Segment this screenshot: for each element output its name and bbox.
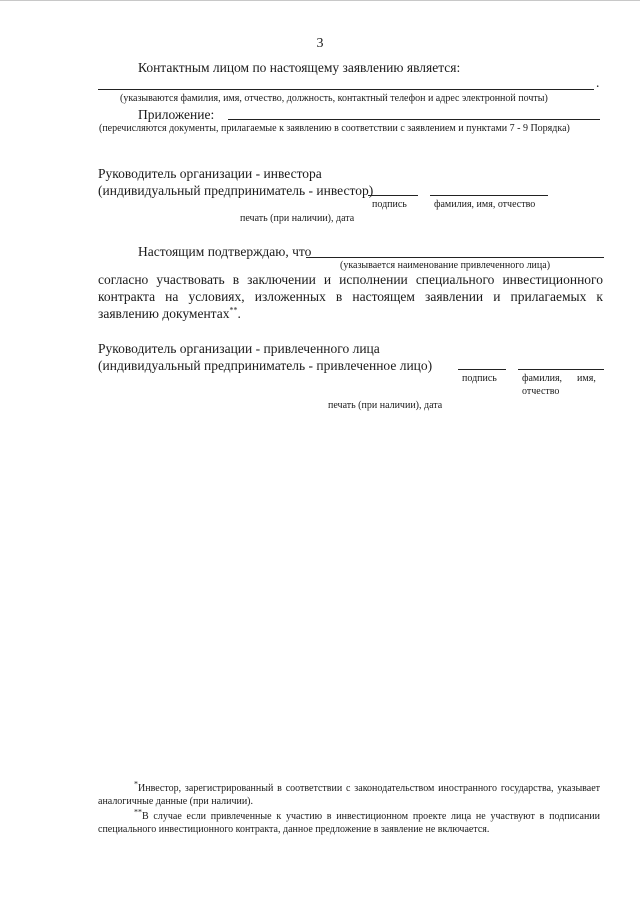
confirmation-body: [98, 271, 603, 322]
footnote-1: [98, 779, 600, 808]
footnote-2-text: В случае если привлеченные к участию в инвестиционном проекте лица не участвуют в подписании специального инвестиционного контракта, данное предложение в заявление не включается.: [98, 811, 600, 835]
page-top-border: [0, 0, 640, 1]
attracted-stamp-label: печать (при наличии), дата: [328, 400, 443, 411]
appendix-line: [228, 119, 600, 120]
attracted-head-title: Руководитель организации - привлеченного лица: [98, 341, 380, 356]
investor-head-subtitle: (индивидуальный предприниматель - инвестор): [98, 183, 374, 198]
footnote-ref-2: **: [229, 305, 238, 315]
investor-head-title: Руководитель организации - инвестора: [98, 166, 322, 181]
investor-signature-label: подпись: [372, 199, 407, 210]
attracted-name-sign-line: [518, 369, 604, 370]
footnote-1-text: Инвестор, зарегистрированный в соответствии с законодательством иностранного государства, указывает аналогичные данные (при наличии).: [98, 783, 600, 807]
contact-end-mark: .: [596, 75, 600, 90]
contact-line: [98, 89, 594, 90]
investor-name-line: [430, 195, 548, 196]
appendix-hint: (перечисляются документы, прилагаемые к заявлению в соответствии с заявлением и пунктами 7 - 9 Порядка): [99, 123, 570, 134]
attracted-signature-line: [458, 369, 506, 370]
confirmation-body-text: согласно участвовать в заключении и исполнении специального инвестиционного контракта на условиях, изложенных в настоящем заявлении и прилагаемых к заявлению документах: [98, 272, 603, 321]
investor-stamp-label: печать (при наличии), дата: [240, 213, 355, 224]
attracted-head-subtitle: (индивидуальный предприниматель - привлеченное лицо): [98, 358, 433, 373]
attracted-name-label-1: фамилия, имя,: [522, 373, 596, 384]
attracted-signature-label: подпись: [462, 373, 497, 384]
attracted-name-label-2: отчество: [522, 386, 560, 397]
footnote-2-mark: **: [134, 807, 142, 817]
attracted-name-hint: (указывается наименование привлеченного лица): [340, 260, 551, 271]
confirmation-end: .: [237, 306, 241, 321]
contact-label: Контактным лицом по настоящему заявлению является:: [138, 60, 461, 75]
investor-name-label: фамилия, имя, отчество: [434, 199, 536, 210]
contact-hint: (указываются фамилия, имя, отчество, должность, контактный телефон и адрес электронной почты): [120, 93, 548, 104]
attracted-name-line: [306, 257, 604, 258]
confirmation-lead: Настоящим подтверждаю, что: [138, 244, 312, 259]
footnote-1-mark: *: [134, 779, 138, 789]
page-number: 3: [316, 36, 324, 51]
investor-signature-line: [368, 195, 418, 196]
footnote-2: [98, 807, 600, 836]
appendix-label: Приложение:: [138, 107, 215, 122]
